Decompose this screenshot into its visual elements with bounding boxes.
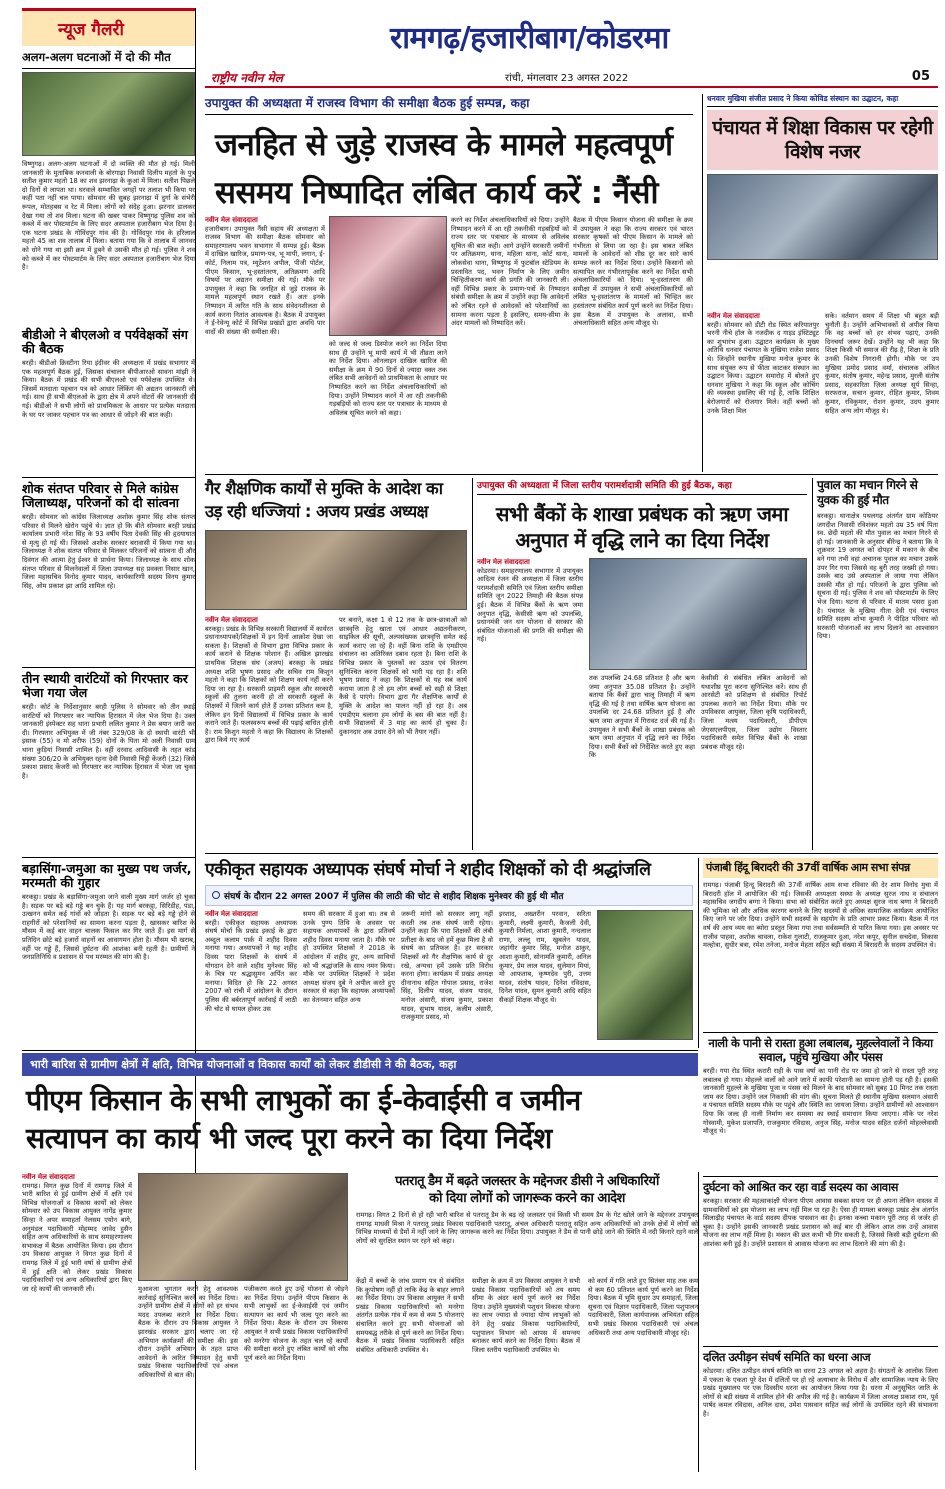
divider bbox=[698, 858, 699, 1048]
bank-byline: नवीन मेल संवाददाता bbox=[477, 558, 530, 566]
punjabi-headline: पंजाबी हिंदू बिरादरी की 37वीं वार्षिक आम सभा संपन्न bbox=[703, 858, 938, 878]
bottom-photo bbox=[138, 1173, 348, 1281]
bank-text-col2: तक उपलब्धि 24.68 प्रतिशत है और ऋण जमा अनुपात 35.08 प्रतिशत है। उन्होंने बताया कि बैंकों द्वारा चालू तिमाही में ऋण वृद्धि की गई है तथा वार्षिक ऋण योजना का उपलब्धि दर 24.68 प्रतिशत हुई है और ऋण जमा अनुपात में गिरावट दर्ज की गई है। उपायुक्त ने सभी बैंकों के शाखा प्रबंधक को ऋण जमा अनुपात में वृद्धि लाने का निर्देश दिया। सभी बैंकों को निर्देशित करते हुए कहा कि bbox=[589, 674, 695, 760]
region-banner bbox=[200, 8, 938, 66]
top-text-col3: करने का निर्देश अंचलाधिकारियों को दिया। उन्होंने निष्पादन करने में आ रही तकनीकी गड़बड़ियों को राज्य स्तर पर पत्राचार के माध्यम से अविलंब सूचित की बात कही। आगे उन्होंने सरकारी जमीनों पर अतिक्रमण, थाना, महिला थाना, कोर्ट थाना, लोकसेवा थाना, विष्णुगढ़ में फुटबॉल स्टेडियम के प्रस्तावित पद, भवन निर्माण के लिए जमीन चिन्हितीकरण कार्य की प्रगति की जानकारी ली। वहीं विभिन्न प्रकार के प्रमाण-पत्रों के निष्पादन संबंधी समीक्षा के क्रम में उन्होंने कहा कि आवेदनों को लंबित रहने से आवेदकों को परेशानियों का सामना करना पड़ता है इसलिए, समय-सीमा के अंदर मामलों को निष्पादित करें। bbox=[451, 216, 569, 328]
dalit-text: कोडरमा। दलित उत्पीड़न संघर्ष समिति का धरना 23 अगस्त को अहरा है। संगठनों के आलोक जिला में एकता के एकता पूरे देश में दलितों पर हो रहे अत्याचार के विरोध में और सामाजिक न्याय के लिए प्रखंड मुख्यालय पर एक दिवसीय धरना का आयोजन किया गया है। धरना में अनुसूचित जाति के लोगों से बड़ी संख्या में शामिल होने की अपील की गई है। कार्यक्रम में जिला अध्यक्ष प्रकाश राम, पूर्व पार्षद कमल रविदास, अनिल दास, उमेश पासवान सहित कई लोगों के उपस्थित रहने की संभावना है। bbox=[703, 1367, 938, 1418]
bank-kicker: उपायुक्त की अध्यक्षता में जिला स्तरीय परामर्शदात्री समिति की हुई बैठक, कहा bbox=[477, 478, 807, 495]
aashrit-text: बरकट्ठा। सरकार की महत्वाकांक्षी योजना पीएम आवास सबका सपना पर ही अपना लेकिन वास्तव में ग्रामवासियों को इस योजना का लाभ नहीं मिल पा रहा है। ऐसा ही मामला बरकट्ठा प्रखंड क्षेत्र अंतर्गत सिलाढ़ीह पंचायत के वार्ड सदस्य दीपक पासवान का है। इनका कच्चा मकान पूरी तरह से जर्जर हो चुका है। उन्होंने इसकी जानकारी प्रखंड प्रशासन को कई बार दी लेकिन आज तक उन्हें आवास योजना का लाभ नहीं मिला है। मकान की छत कभी भी गिर सकती है, जिससे किसी बड़ी दुर्घटना की आशंका बनी हुई है। उन्होंने प्रशासन से आवास योजना का लाभ दिलाने की मांग की है। bbox=[703, 1197, 938, 1248]
right-text-col2: सके। वर्तमान समय में शिक्षा भी बहुत बड़ी चुनौती है। उन्होंने अभिभावकों से अपील किया कि वह बच्चों को हर संभव पढ़ाएं, उनकी दिनचर्या जरूर देखें। उन्होंने यह भी कहा कि शिक्षा किसी भी समाज की रीढ़ है, शिक्षा के प्रति उनकी विशेष निगरानी होगी। मौके पर उप मुखिया प्रमोद प्रसाद वर्मा, संचालक अंकित कुमार, संतोष कुमार, महेन्द्र प्रसाद, मुरली संतोष प्रसाद, सहकारिता ज़िला अध्यक्ष सूर्य सिन्हा, सरफराज, सचान कुमार, रोहित कुमार, शिवम कुमार, रविकुमार, रोशन कुमार, उदय कुमार सहित अन्य लोग मौजूद थे। bbox=[825, 312, 939, 415]
story-aashrit bbox=[703, 1176, 938, 1344]
bhaga-byline: नवीन मेल संवाददाता bbox=[205, 616, 258, 624]
story-patratu bbox=[356, 1173, 698, 1473]
right-kicker: धनवार मुखिया संजीत प्रसाद ने किया कोविड संस्थान का उद्घाटन, कहा bbox=[707, 94, 938, 107]
right-byline: नवीन मेल संवाददाता bbox=[707, 312, 760, 320]
story-shraddhanjali bbox=[205, 858, 693, 1046]
bottom-headline-line2: सत्यापन का कार्य भी जल्द पूरा करने का दिया निर्देश bbox=[26, 1122, 552, 1155]
masthead: राष्ट्रीय नवीन मेल bbox=[211, 71, 283, 85]
shraddhanjali-text-col3: जरूरी मांगों को सरकार लागू नहीं करती तब तक संघर्ष जारी रहेगा। उन्होंने कहा कि पारा शिक्षकों की लंबी प्रतीक्षा के बाद जो हमें कुछ मिला है वो संघर्ष का प्रतिफल है। हर सरकार शिक्षकों को गैर शैक्षणिक कार्य से दूर रखे, अन्यथा हमें उसके प्रति विरोध करना होगा। कार्यक्रम में प्रखंड अध्यक्ष दीनानाथ सहित गोपाल प्रसाद, राजेश सिंह, दिलीप यादव, संजय यादव, मनोज अंसारी, संजय कुमार, प्रकाश यादव, सुभाष यादव, कलीम अंसारी, राजकुमार प्रसाद, मो bbox=[401, 910, 493, 1022]
story-bank bbox=[477, 478, 807, 850]
story-text-congress: बरही। सोमवार को कांग्रेस जिलाध्यक्ष अशोक कुमार सिंह शोक संतप्त परिवार से मिलने खेरोन पहुंचे थे। ज्ञात हो कि बीते सोमवार बरही प्रखंड कार्यालय प्रभारी नरेश सिंह के 93 वर्षीय पिता देवकी सिंह की हृदयाघात से मृत्यु हो गई थी। जिसको अशोक सरकार बरावासी में किया गया था। जिलाध्यक्ष ने शोक संतप्त परिवार से मिलकर परिजनों को सांत्वना दी और दिवंगत की आत्मा हेतु ईश्वर से प्रार्थना किया। जिलाध्यक्ष के साथ शोक संतप्त परिवार से मिलनेवालों में जिला उपाध्यक्ष सह प्रवक्ता निसार खान, जिला महासचिव विनोद कुमार यादव, कार्यकारिणी सदस्य विनय कुमार सिंह, ओम प्रकाश झा आदि शामिल रहे। bbox=[22, 513, 195, 590]
top-text-col2: को जल्द से जल्द डिस्पोज करने का निर्देश दिया साथ ही उन्होंने भू मापी कार्य में भी तीव्रता लाने का निर्देश दिया। ऑनलाइन दाखिल खारिज की समीक्षा के क्रम में 90 दिनों से ज्यादा वक्त तक लंबित सभी आवेदनों को प्राथमिकता के आधार पर निष्पादित करने का निर्देश अंचलाधिकारियों को दिया। उन्होंने निष्पादन करने में आ रही तकनीकी गड़बड़ियों को राज्य स्तर पर पत्राचार के माध्यम से अविलंब सूचित करने को कहा। bbox=[329, 340, 447, 417]
right-text-col1: बरही। सोमवार को डीटी रोड स्थित करियातपुर भरनी नीचे हॉल के नजदीक द गाइड इंस्टिट्यूट का शुभारंभ हुआ। उद्घाटन कार्यक्रम के मुख्य अतिथि धनवार पंचायत के मुखिया राजेश प्रसाद थे। जिन्होंने स्थानीय मुखिया मनोज कुमार के साथ संयुक्त रूप से फीता काटकर संस्थान का उद्घाटन किया। उद्घाटन समारोह में बोलते हुए धनवार मुखिया ने कहा कि स्कूल और कोचिंग की व्यवस्था इसलिए की गई है, ताकि शिक्षित बेरोजगारों को रोजगार मिले। वहीं बच्चों को उनके शिक्षा मिल bbox=[707, 320, 819, 415]
gallery-photo bbox=[22, 72, 195, 156]
story-text-bdo: बरही। बीडीओ क्रिस्टीना रिया इंदीवर की अध्यक्षता में प्रखंड सभागार में एक महत्वपूर्ण बैठक हुई, जिसका संचालन बीपीआरओ सावना मांझी ने किया। बैठक में प्रखंड की सभी बीएलओ एवं पर्यवेक्षक उपस्थित थे। जिसमें मतदाता पहचान पत्र को आधार लिंकिंग की अद्यतन जानकारी ली गई। साथ ही सभी बीएलओ के द्वारा क्षेत्र में अपने वोटरों की जानकारी दी गई। बीडीओ ने सभी लोगों को प्राथमिकता के आधार पर प्रत्येक मतदाता के घर पर जाकर पहचान पत्र का आधार से जोड़ने की बात कही। bbox=[22, 359, 195, 419]
aashrit-headline: दुर्घटना को आश्रित कर रहा वार्ड सदस्य का आवास bbox=[703, 1180, 898, 1194]
bank-photo bbox=[589, 558, 807, 670]
shraddhanjali-headline: एकीकृत सहायक अध्यापक संघर्ष मोर्चा ने शहीद शिक्षकों को दी श्रद्धांजलि bbox=[205, 860, 651, 880]
right-headline: पंचायत में शिक्षा विकास पर रहेगी विशेष नजर bbox=[707, 110, 938, 170]
shraddhanjali-photo bbox=[597, 910, 693, 1040]
top-kicker: उपायुक्त की अध्यक्षता में राजस्व विभाग की समीक्षा बैठक हुई सम्पन्न, कहा bbox=[205, 94, 693, 115]
shraddhanjali-text-col4: इरशाद, अख्तरीन परवान, सरिता कुमारी, लक्ष्मी कुमारी, कैजली देवी, कुमारी निर्मला, आशा कुमारी, नन्दलाल राणा, लल्लू राम, खुबलेन यादव, जहांगीर कुमार सिंह, मनोज ठाकुर, आशा कुमारी, सोनामति कुमारी, अनिल कुमार, प्रेम लाल यादव, सुलेमान मियां, मो आफताब, कृष्णदेव पुरी, उत्तम यादव, संतोष यादव, दिनेश रविदास, दिनेश यादव, सुमन कुमारी आदि सहित सैकड़ों शिक्षक मौजूद थे। bbox=[499, 910, 591, 1004]
masthead-bar bbox=[205, 66, 938, 88]
top-text-col1: हजारीबाग। उपायुक्त नैंसी सहाय की अध्यक्षता में राजस्व विभाग की समीक्षा बैठक सोमवार को समाहरणालय भवन सभागार में सम्पन्न हुई। बैठक में दाखिल खारिज, प्रमाण-पत्र, भू मापी, लगान, ई-कोर्ट, निलाम पत्र, म्यूटेशन अपील, पीजी पोर्टल, पीएम किसान, भू-हस्तांतरण, अतिक्रमण आदि विषयों पर अद्यतन समीक्षा की गई। मौके पर उपायुक्त ने कहा कि जनहित से जुड़े राजस्व के मामले महत्वपूर्ण स्थान रखते हैं। अतः इनके निष्पादन में त्वरित गति के साथ संवेदनशीलता से कार्य करना नितांत आवश्यक है। बैठक में उपायुक्त ने ई-रेवेन्यू कोर्ट में विभिन्न प्रखंडों द्वारा अवधि पार वादों की संख्या की समीक्षा की। bbox=[205, 224, 325, 336]
top-text-col4: बैठक में पीएम किसान योजना की समीक्षा के क्रम में उपायुक्त ने कहा कि राज्य सरकार एवं भारत सरकार कृषकों को पीएम किसान के मामले को गंभीरता से लिया जा रहा है। इस बाबत लंबित मामलों के आवेदनों को शीघ्र दूर कर सारे कार्य सम्पन्न करने का निर्देश दिया। उन्होंने किसानों को सत्यापित कर गंभीरतापूर्वक करने का निर्देश सभी अंचलाधिकारियों को दिया। भू-हस्तांतरण की समीक्षा में उपायुक्त ने सभी अंचलाधिकारियों को लंबित भू-हस्तांतरण के मामलों को चिन्हित कर हस्तांतरण संबंधित कार्य पूर्ण करने का निर्देश दिया। इस बैठक में उपायुक्त के अलावा, सभी अंचलाधिकारी सहित अन्य मौजूद थे। bbox=[573, 216, 693, 328]
bottom-text-col2: मुआवजा भुगतान करने हेतु आवश्यक कार्रवाई सुनिश्चित करने का निर्देश दिया। उन्होंने ग्रामीण क्षेत्रों में लोगों को हर संभव मदद उपलब्ध कराने का निर्देश दिया। बैठक के दौरान उप विकास आयुक्त ने झारखंड सरकार द्वारा चलाए जा रहे अभियान कार्यक्रमों की समीक्षा की। इस दौरान उन्होंने अभियान के तहत प्राप्त आवेदनों के त्वरित निष्पादन हेतु सभी प्रखंड विकास पदाधिकारियों एवं अंचल अधिकारियों से बात की। bbox=[138, 1285, 238, 1379]
bottom-story bbox=[22, 1050, 698, 1474]
top-headline-line2: ससमय निष्पादित लंबित कार्य करें : नैंसी bbox=[215, 175, 659, 211]
nali-headline: नाली के पानी से रास्ता हुआ लबालब, मुहल्लेवालों ने किया सवाल, पहुंचे मुखिया और पंसस bbox=[708, 1036, 933, 1064]
story-title-congress: शोक संतप्त परिवार से मिले कांग्रेस जिलाध्यक्ष, परिजनों को दी सांत्वना bbox=[22, 477, 195, 510]
patratu-headline-line1: पतरातू डैम में बढ़ते जलस्तर के मद्देनजर डीसी ने अधिकारियों bbox=[395, 1174, 659, 1189]
patratu-text-col1: रामगढ़। विगत 2 दिनों से हो रही भारी बारिश से पतरातू डैम के बढ़ रहे जलस्तर एवं किसी भी समय डैम के गेट खोले जाने के मद्देनजर उपायुक्त रामगढ़ माधवी मिश्रा ने पतरातू प्रखंड विकास पदाधिकारी पतरातू, अंचल अधिकारी पतरातू सहित अन्य अधिकारियों को उनके क्षेत्रों में लोगों को विभिन्न माध्यमों से डैमों में नहीं जाने के लिए जागरूक करने का निर्देश दिया। उपायुक्त ने डैम से पानी छोड़े जाने की स्थिति में नदी किनारे रहने वाले लोगों को सुरक्षित स्थान पर रहने को कहा। bbox=[356, 1211, 698, 1245]
bottom-kicker: भारी बारिश से ग्रामीण क्षेत्रों में क्षति, विभिन्न योजनाओं व विकास कार्यों को लेकर डीडीसी ने की बैठक, कहा bbox=[22, 1053, 698, 1076]
shraddhanjali-text-col1: बरही। एकीकृत सहायक अध्यापक संघर्ष मोर्चा कि प्रखंड इकाई के द्वारा अब्दुल कलाम पार्क में शहीद दिवस मनाया गया। अध्यापकों ने यह शहीद दिवस पारा शिक्षकों के संघर्ष में योगदान देने वाले शहीद मुनेश्वर सिंह के चित्र पर श्रद्धासुमन अर्पित कर मनाया। विदित हो कि 22 अगस्त 2007 को रांची में आंदोलन के दौरान पुलिस की बर्बरतापूर्ण कार्रवाई में लाठी की चोट से घायल होकर उस bbox=[205, 918, 297, 1013]
story-title-warrant: तीन स्थायी वारंटियों को गिरफ्तार कर भेजा गया जेल bbox=[22, 667, 195, 700]
right-top-story bbox=[702, 94, 938, 472]
bottom-headline-line1: पीएम किसान के सभी लाभुकों का ई-केवाईसी व जमीन bbox=[26, 1084, 581, 1117]
circle-icon bbox=[212, 891, 220, 899]
dateline: रांची, मंगलवार 23 अगस्त 2022 bbox=[505, 73, 629, 84]
shraddhanjali-subhead-text: संघर्ष के दौरान 22 अगस्त 2007 में पुलिस की लाठी की चोट से शहीद शिक्षक मुनेश्वर की हुई थी मौत bbox=[224, 892, 564, 902]
top-photo bbox=[329, 216, 447, 336]
right-photo bbox=[707, 174, 938, 260]
nali-text: बरही। गया रोड स्थित करारी राही के पास वर्षा का पानी रोड पर जमा हो जाने से रास्ता पूरी तरह लबालब हो गया। मोहल्ले वालों को आने जाने में काफी परेशानी का सामना होती पड़ रही है। इसकी जानकारी मुहल्ले के मुखिया पूजा व पंसस को मिलने के बाद सोमवार को सुबह 10 मिनट तक रास्ता जाम कर दिया। उन्होंने जल निकासी की मांग की। सूचना मिलते ही स्थानीय मुखिया सलमान अंसारी व पंचायत समिति सदस्य मौके पर पहुंचे और स्थिति का जायजा लिया। उन्होंने ग्रामीणों को आश्वासन दिया कि जल्द ही नाली निर्माण कर समस्या का स्थाई समाधान किया जाएगा। मौके पर नरेश गोस्वामी, मुकेश प्रजापति, राजकुमार रविदास, अनुज सिंह, मनोज यादव सहित दर्जनों मोहल्लेवासी मौजूद थे। bbox=[703, 1067, 938, 1136]
gallery-caption: अलग-अलग घटनाओं में दो की मौत bbox=[22, 50, 195, 69]
story-text-road: बरकट्ठा। प्रखंड के बड़ासिंगा-जमुआ जाने वाली मुख्य मार्ग जर्जर हो चुका है। सड़क पर बड़े बड़े गड्ढे बन चुके हैं। यह मार्ग बरकट्ठा, सिरिडीह, पंडा, उत्खनन समेत कई गांवों को जोड़ता है। सड़क पर बड़े बड़े गड्ढे होने से राहगीरों को परेशानियों का सामना करना पड़ता है, खासकर बारिश के मौसम में कई बार वाहन चालक फिसल कर गिर जाते हैं। इस मार्ग से प्रतिदिन छोटे बड़े हजारों वाहनों का आवागमन होता है। मौसम भी खराब, वहीं पर गड्ढे हैं, जिससे दुर्घटना की आशंका बनी रहती है। ग्रामीणों ने जनप्रतिनिधि व प्रशासन से पथ मरम्मत की मांग की है। bbox=[22, 893, 195, 962]
gallery-title: न्यूज गैलरी bbox=[22, 8, 195, 46]
story-title-road: बड़ासिंगा-जमुआ का मुख्य पथ जर्जर, मरम्मती की गुहार bbox=[22, 857, 195, 890]
bhaga-photo bbox=[205, 530, 467, 610]
divider bbox=[698, 1172, 699, 1472]
bhaga-text-col1: बरकट्ठा। प्रखंड के विभिन्न सरकारी विद्यालयों में कार्यरत प्रधानाध्यापकों/शिक्षकों में इन दिनों आक्रोश देखा जा सकता है। शिक्षकों से विभाग द्वारा विभिन्न प्रकार के कार्य कराने से शिक्षक परेशान हैं। अखिल झारखंड प्राथमिक शिक्षक संघ (अजय) बरकट्ठा के प्रखंड अध्यक्ष शशि भूषण प्रसाद और सचिव राम किशुन महतो ने कहा कि शिक्षकों को शिक्षण कार्य नहीं करने दिया जा रहा है। सरकारी प्राइमरी स्कूल और सरकारी स्कूलों की तुलना करनी हो तो सरकारी स्कूलों के शिक्षकों में जितने कार्य होते हैं उनका प्रतिशत कम है, लेकिन इन दिनों विद्यालयों में विभिन्न प्रकार के कार्य कराने जाते हैं। फलस्वरूप बच्चों की पढ़ाई बाधित होती है। राम किशुन महतो ने कहा कि विद्यालय के शिक्षकों द्वारा किये गए कार्य bbox=[205, 624, 333, 745]
region-title: रामगढ़/हजारीबाग/कोडरमा bbox=[390, 21, 669, 56]
divider bbox=[205, 853, 938, 854]
patratu-text-col3: को कार्य में गति लाते हुए सितंबर माह तक कम से कम 60 प्रतिशत कार्य पूर्ण करने का निर्देश दिया। बैठक में भूमि सुधार उप समाहर्ता, जिला सूचना एवं विज्ञान पदाधिकारी, जिला पशुपालन पदाधिकारी, जिला कार्यपालक अभियंता सहित सभी प्रखंड विकास पदाधिकारी एवं अंचल अधिकारी तथा अन्य पदाधिकारी मौजूद रहे। bbox=[588, 1277, 698, 1337]
top-headline-line1: जनहित से जुड़े राजस्व के मामले महत्वपूर्ण bbox=[215, 127, 673, 163]
bottom-byline: नवीन मेल संवाददाता bbox=[22, 1173, 75, 1181]
gallery-story-text: विष्णुगढ़। अलग-अलग घटनाओं में दो व्यक्ति की मौत हो गई। मिली जानकारी के मुताबिक कनवाली के बोरगाढ़ा निवासी दिलीप महतो के पुत्र सतीश कुमार महतो 18 का शव झरनाढ़ा के कुआं में मिला। सतीश पिछले दो दिनों से लापता था। घरवाले सम्भावित जगहों पर तलाश भी किया पर कहीं पता नहीं चल पाया। सोमवार की सुबह झरनाढ़ा में दुर्गा के संभेरी रूपल, मोतहबस व रेट में मिला। लोगों को संदेह हुआ। झरनार डालकर देखा गया तो शव मिला। घटना की खबर पाकर विष्णुगढ़ पुलिस शव को कब्जे में कर पोस्टमार्टम के लिए सदर अस्पताल हजारीबाग भेज दिया है। एक घटना प्रखंड के गोविंदपुर गांव की है। गोविंदपुर गांव के हरिलाल महतो 45 का शव तालाब में मिला। बताया गया कि वे तालाब में जानवर को धोने गया था इसी क्रम में डूबने से उसकी मौत हो गई। पुलिस ने शव को कब्जे में कर पोस्टमार्टम के लिए सदर अस्पताल हजारीबाग भेज दिया है। bbox=[22, 160, 195, 272]
story-text-warrant: बरही। कोर्ट के निर्देशानुसार बरही पुलिस ने सोमवार को तीन स्थाई वारंटियों को गिरफ्तार कर न्यायिक हिरासत में जेल भेज दिया है। उक्त जानकारी इंस्पेक्टर सह थाना प्रभारी ललित कुमार ने प्रेस बयान जारी कर दी। गिरफ्तार अभियुक्त में जी नंबर 329/08 के दो स्थायी वारंटी भी इसाक (55) व मो शरीफ (59) दोनों के पिता मो अली निवासी ग्राम थाना कुड़ियां निवासी शामिल है। वहीं दरवाद आदिवासी के तहत कांड संख्या 306/20 के अभियुक्त रहना देवी निवासी चिट्ठी केंजरी (32) जिसे प्रकाश प्रसाद केंजरी को गिरफ्तार कर न्यायिक हिरासत में भेजा जा चुका है। bbox=[22, 703, 195, 780]
divider bbox=[205, 474, 938, 475]
divider bbox=[472, 478, 473, 850]
bottom-text-col3: पंजीकरण करते हुए उन्हें योजना से जोड़ने का निर्देश दिया। उन्होंने पीएम किसान के सभी लाभुकों का ई-केवाईसी एवं जमीन सत्यापन का कार्य भी जल्द पूरा करने का निर्देश दिया। बैठक के दौरान उप विकास आयुक्त ने सभी प्रखंड विकास पदाधिकारियों को मनरेगा योजना के तहत चल रहे कार्यों की समीक्षा करते हुए लंबित कार्यों को शीघ्र पूर्ण करने का निर्देश दिया। bbox=[244, 1285, 348, 1362]
bottom-text-col4: केंद्रों में बच्चों के जांच प्रमाण पत्र से संबंधित कि कुपोषण नहीं हो ताकि केंद्र के बाहर लगाने का निर्देश दिया। उप विकास आयुक्त ने सभी प्रखंड विकास पदाधिकारियों को मनरेगा अंतर्गत प्रत्येक गांव में कम से कम 5 योजनाएं संचालित करने हुए सभी योजनाओं को समयबद्ध तरीके से पूर्ण करने का निर्देश दिया। बैठक में प्रखंड विकास पदाधिकारी सहित संबंधित अधिकारी उपस्थित थे। bbox=[356, 1277, 464, 1354]
story-pool bbox=[817, 478, 938, 850]
punjabi-text: रामगढ़। पंजाबी हिन्दू बिरादरी की 37वीं वार्षिक आम सभा रविवार की देर शाम विनोद मुचा में बिरादरी हॉल में आयोजित की गई। जिसकी अध्यक्षता सस्था के अध्यक्ष सुरज नाथ व संचालन महासचिव जगदीप बग्गा ने किया। सभा को संबोधित करते हुए अध्यक्ष सुरज नाथ बग्गा ने बिरादरी की भूमिका को और अधिक कारगर बनाने के लिए सदस्यों से अधिक सामाजिक कार्यक्रम आयोजित किए जाने पर जोर दिया। उन्होंने सभी सदस्यों के सहयोग के प्रति आभार प्रकट किया। बैठक में गत वर्ष की आय व्यय का ब्योरा प्रस्तुत किया गया तथा सर्वसम्मति से पारित किया गया। इस अवसर पर राजीव पाहवा, अशोक चावला, राकेश गुलाटी, राजकुमार दुआ, नरेश कपूर, सुनील सचदेवा, विकास मल्होत्रा, सुधीर बत्रा, रमेश तनेजा, मनोज मेहता सहित बड़ी संख्या में बिरादरी के सदस्य उपस्थित थे। bbox=[703, 881, 938, 950]
story-nali bbox=[703, 1032, 938, 1172]
story-bhaga bbox=[205, 478, 467, 850]
bhaga-text-col2: पर बनाने, कक्षा 1 से 12 तक के छात्र-छात्राओं को छात्रवृत्ति हेतु खाता एवं आधार अद्यतनीकरण, साइकिल की सूची, अल्पसंख्यक छात्रवृत्ति समेत कई कार्य कराए जा रहे हैं। वहीं बिना राशि के एमडीएम संचालन का अतिरिक्त दबाव रहता है। बिना राशि के विभिन्न प्रकार के पुस्तकों का उठाव एवं वितरण सुनिश्चित करना शिक्षकों को भारी पड़ रहा है। शशि भूषण प्रसाद ने कहा कि शिक्षकों से यह सब कार्य कराया जाता है तो हम लोग बच्चों को सही से शिक्षा कैसे दे पाएंगे। विभाग द्वारा गैर शैक्षणिक कार्यों से मुक्ति के आदेश का पालन नहीं हो रहा है। अब एमडीएम चलाना हम लोगों के बस की बात नहीं है। सभी विद्यालयों में 3 माह का कार्य हो चुका है। दुकानदार अब उधार देने को भी तैयार नहीं। bbox=[339, 616, 467, 736]
page-number: 05 bbox=[911, 69, 930, 84]
shraddhanjali-text-col2: समय की सरकार में हुआ था। तब से उनके पुण्य तिथि के अवसर पर सहायक अध्यापकों के द्वारा प्रतिवर्ष शहीद दिवस मनाया जाता है। मौके पर हो उपस्थित शिक्षकों ने 2018 के आंदोलन में शहीद हुए, अन्य साथियों को भी श्रद्धांजलि के साथ नमन किया। मौके पर उपस्थित शिक्षकों ने प्रदेश अध्यक्ष संजय दुबे ने अपील करते हुए सरकार से कहा कि सहायक अध्यापकों का वेतनमान सहित अन्य bbox=[303, 910, 395, 1004]
dalit-headline: दलित उत्पीड़न संघर्ष समिति का धरना आज bbox=[703, 1350, 871, 1364]
top-byline: नवीन मेल संवाददाता bbox=[205, 216, 258, 224]
shraddhanjali-subhead bbox=[205, 885, 693, 906]
bottom-text-col1: रामगढ़। विगत कुछ दिनों में रामगढ़ जिले में भारी बारिश से हुई ग्रामीण क्षेत्रों में क्षति एवं विभिन्न योजनाओं व विकास कार्यों को लेकर सोमवार को उप विकास आयुक्त नागेंद्र कुमार सिन्हा ने अपर समाहर्ता नेलसम एयोन बागे, अनुमंडल पदाधिकारी मोहम्मद जावेद हुसैन सहित अन्य अधिकारियों के साथ समाहरणालय सभाकक्ष में बैठक आयोजित किया। इस दौरान उप विकास आयुक्त ने विगत कुछ दिनों में रामगढ़ जिले में हुई भारी वर्षा से ग्रामीण क्षेत्रों में हुई क्षति को लेकर प्रखंड विकास पदाधिकारियों एवं अन्य अधिकारियों द्वारा किए जा रहे कार्यों की जानकारी ली। bbox=[22, 1181, 132, 1293]
shraddhanjali-byline: नवीन मेल संवाददाता bbox=[205, 910, 258, 918]
story-title-bdo: बीडीओ ने बीएलओ व पर्यवेक्षकों संग की बैठक bbox=[22, 327, 188, 356]
bank-headline-line1: सभी बैंकों के शाखा प्रबंधक को ऋण जमा bbox=[495, 502, 789, 526]
top-story bbox=[205, 94, 693, 472]
story-dalit bbox=[703, 1346, 938, 1470]
pool-headline: पुवाल का मचान गिरने से युवक की हुई मौत bbox=[817, 478, 918, 507]
bhaga-headline-line1: गैर शैक्षणिक कार्यों से मुक्ति के आदेश का bbox=[205, 479, 443, 498]
story-punjabi bbox=[703, 858, 938, 1030]
bank-headline-line2: अनुपात में वृद्धि लाने का दिया निर्देश bbox=[515, 528, 769, 552]
bhaga-headline-line2: उड़ रही धज्जियां : अजय प्रखंड अध्यक्ष bbox=[205, 502, 429, 521]
bank-text-col1: कोडरमा। समाहरणालय सभागार में उपायुक्त आदित्य रंजन की अध्यक्षता में जिला स्तरीय परामर्शदात्री समिति एवं जिला स्तरीय समीक्षा समिति जून 2022 तिमाही की बैठक संपन्न हुई। बैठक में विभिन्न बैंकों के ऋण जमा अनुपात वृद्धि, केसीसी ऋण को उपलब्धि, प्रधानमंत्री जन धन योजना से सरकार की संबंधित योजनाओं की प्रगति की समीक्षा की गई। bbox=[477, 566, 583, 644]
pool-text: बरकट्ठा। थानाक्षेत्र पथलगढ़ अंतर्गत ग्राम कोठियर जगदीश निवासी रविशंकर महतो उम्र 35 वर्ष पिता स्व. छेदी महतो की मौत पुवाल का मचान गिरने से हो गई। जानकारी के अनुसार बीरेन्द्र ने बताया कि वे शुक्रवार 19 अगस्त को दोपहर में मकान के बीच बने गया तभी वहां अचानक पुवाल का मचान उसके उपर गिर गया जिससे वह बुरी तरह जख्मी हो गया। उसके बाद उसे अस्पताल ले जाया गया लेकिन उसकी मौत हो गई। परिजनों के द्वारा पुलिस को सूचना दी गई। पुलिस ने शव को पोस्टमार्टम के लिए भेज दिया। घटना से परिवार में मातम पसरा हुआ है। पंचायत के मुखिया गीता देवी एवं पंचायत समिति सदस्य शोभा कुमारी ने पीड़ित परिवार को सरकारी योजनाओं का लाभ दिलाने का आश्वासन दिया। bbox=[817, 512, 938, 641]
patratu-text-col2: समीक्षा के क्रम में उप विकास आयुक्त ने सभी प्रखंड विकास पदाधिकारियों को तय समय सीमा के अंदर कार्य पूर्ण करने का निर्देश दिया। उन्होंने मुख्यमंत्री पशुधन विकास योजना का लाभ ज्यादा से ज्यादा योग्य लाभुकों को देने हेतु प्रखंड विकास पदाधिकारियों, पशुपालन विभाग को आपस में समन्वय बनाकर कार्य करने का निर्देश दिया। बैठक में जिला स्तरीय पदाधिकारी उपस्थित थे। bbox=[472, 1277, 580, 1354]
bank-text-col3: केसीसी से संबंधित लंबित आवेदनों को यथाशीघ्र पूरा करना सुनिश्चित करें। साथ ही आरसेटी को प्रशिक्षण से संबंधित रिपोर्ट उपलब्ध कराने का निर्देश दिया। मौके पर उपविकास आयुक्त, जिला कृषि पदाधिकारी, जिला मत्स्य पदाधिकारी, डीपीएम जेएसएलपीएस, जिला उद्योग विस्तार पदाधिकारी समेत विभिन्न बैंकों के शाखा प्रबंधक मौजूद रहे। bbox=[701, 674, 807, 751]
divider bbox=[812, 478, 813, 850]
patratu-headline-line2: को दिया लोगों को जागरूक करने का आदेश bbox=[429, 1191, 625, 1206]
